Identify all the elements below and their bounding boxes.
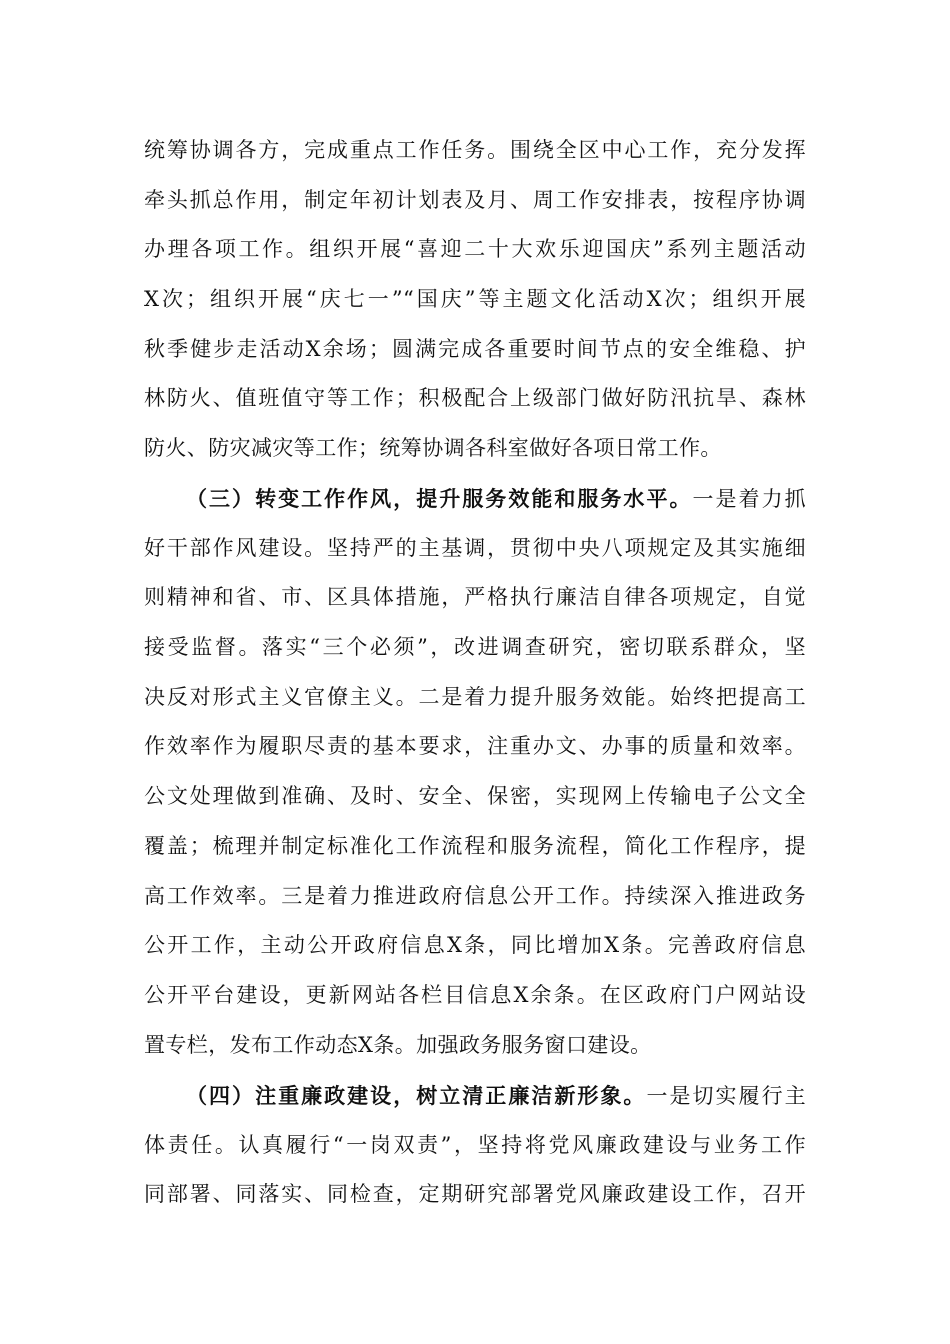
paragraph-line: 公开平台建设，更新网站各栏目信息X余条。在区政府门户网站设	[144, 982, 806, 1007]
paragraph-line: 则精神和省、市、区具体措施，严格执行廉洁自律各项规定，自觉	[144, 585, 806, 610]
paragraph-1	[144, 126, 806, 474]
section-3-first-line	[144, 474, 806, 524]
paragraph-line: 林防火、值班值守等工作；积极配合上级部门做好防汛抗旱、森林	[144, 386, 806, 411]
paragraph-line: 接受监督。落实“三个必须”，改进调查研究，密切联系群众，坚	[144, 635, 806, 660]
paragraph-line: 高工作效率。三是着力推进政府信息公开工作。持续深入推进政务	[144, 883, 806, 908]
section-4	[144, 1071, 806, 1220]
paragraph-line: 统筹协调各方，完成重点工作任务。围绕全区中心工作，充分发挥	[144, 138, 806, 162]
paragraph-line: 公开工作，主动公开政府信息X条，同比增加X条。完善政府信息	[144, 933, 806, 958]
paragraph-line: 办理各项工作。组织开展“喜迎二十大欢乐迎国庆”系列主题活动	[144, 237, 806, 262]
section-4-first-line	[144, 1071, 806, 1121]
section-4-heading: （四）注重廉政建设，树立清正廉洁新形象。	[186, 1083, 647, 1108]
paragraph-line: 牵头抓总作用，制定年初计划表及月、周工作安排表，按程序协调	[144, 187, 806, 212]
section-3	[144, 474, 806, 1070]
section-4-first-line-rest: 一是切实履行主	[646, 1084, 806, 1108]
paragraph-line: 公文处理做到准确、及时、安全、保密，实现网上传输电子公文全	[144, 784, 806, 809]
section-3-first-line-rest: 一是着力抓	[692, 487, 806, 511]
paragraph-line: 置专栏，发布工作动态X条。加强政务服务窗口建设。	[144, 1032, 652, 1057]
paragraph-line: 覆盖；梳理并制定标准化工作流程和服务流程，简化工作程序，提	[144, 833, 806, 858]
paragraph-line: 作效率作为履职尽责的基本要求，注重办文、办事的质量和效率。	[144, 734, 806, 759]
paragraph-line: 决反对形式主义官僚主义。二是着力提升服务效能。始终把提高工	[144, 684, 806, 709]
section-3-heading: （三）转变工作作风，提升服务效能和服务水平。	[186, 486, 693, 511]
paragraph-line: 秋季健步走活动X余场；圆满完成各重要时间节点的安全维稳、护	[144, 336, 806, 361]
paragraph-line: 同部署、同落实、同检查，定期研究部署党风廉政建设工作，召开	[144, 1182, 806, 1207]
paragraph-line: X次；组织开展“庆七一”“国庆”等主题文化活动X次；组织开展	[144, 287, 806, 312]
paragraph-line: 好干部作风建设。坚持严的主基调，贯彻中央八项规定及其实施细	[144, 535, 806, 560]
paragraph-line: 体责任。认真履行“一岗双责”，坚持将党风廉政建设与业务工作	[144, 1132, 806, 1157]
paragraph-line: 防火、防灾减灾等工作；统筹协调各科室做好各项日常工作。	[144, 436, 722, 461]
